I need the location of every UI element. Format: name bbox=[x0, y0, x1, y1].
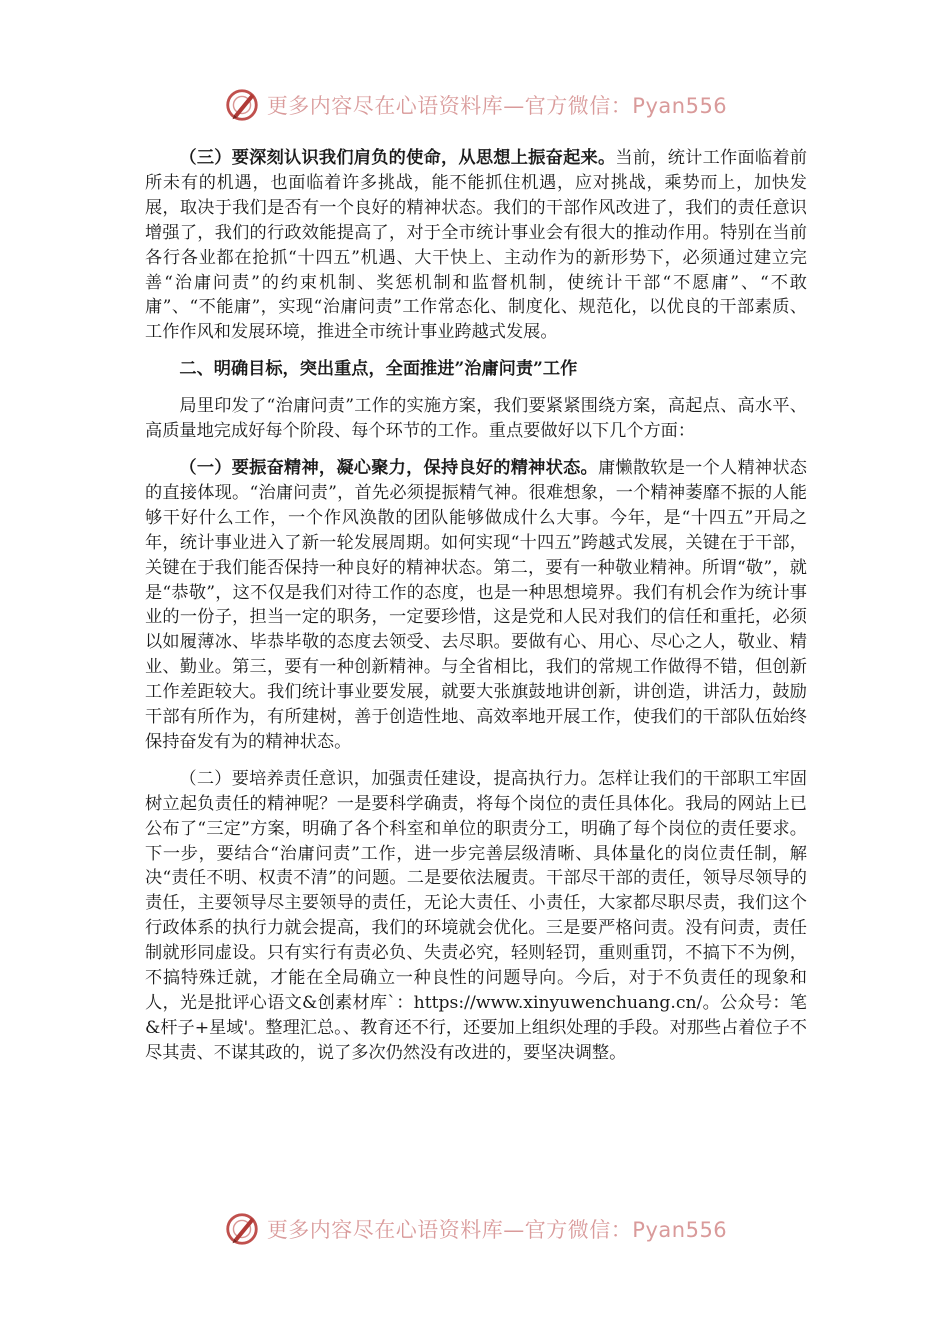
paragraph-responsibility: （二）要培养责任意识，加强责任建设，提高执行力。怎样让我们的干部职工牢固树立起负责任的精神呢？一是要科学确责，将每个岗位的责任具体化。我局的网站上已公布了“三定”方案，明确了各个科室和单位的职责分工，明确了每个岗位的责任要求。下一步，要结合“治庸问责”工作，进一步完善层级清晰、具体量化的岗位责任制，解决“责任不明、权责不清”的问题。二是要依法履责。干部尽干部的责任，领导尽领导的责任，主要领导尽主要领导的责任，无论大责任、小责任，大家都尽职尽责，我们这个行政体系的执行力就会提高，我们的环境就会优化。三是要严格问责。没有问责，责任制就形同虚设。只有实行有责必负、失责必究，轻则轻罚，重则重罚，不搞下不为例，不搞特殊迁就，才能在全局确立一种良性的问题导向。今后，对于不负责任的现象和人，光是批评心语文&创素材库`：https://www.xinyuwenchuang.cn/。公众号：笔&杆子+星域'。整理汇总。、教育还不行，还要加上组织处理的手段。对那些占着位子不尽其责、不谋其政的，说了多次仍然没有改进的，要坚决调整。 bbox=[145, 768, 807, 1063]
watermark-text: 更多内容尽在心语资料库—官方微信：Pyan556 bbox=[266, 94, 728, 118]
paragraph-spirit bbox=[145, 456, 807, 755]
paragraph-mission bbox=[145, 146, 807, 345]
watermark-text: 更多内容尽在心语资料库—官方微信：Pyan556 bbox=[266, 1218, 728, 1242]
paragraph-intro: 局里印发了“治庸问责”工作的实施方案，我们要紧紧围绕方案，高起点、高水平、高质量地完成好每个阶段、每个环节的工作。重点要做好以下几个方面： bbox=[145, 396, 807, 442]
paragraph-text: 当前，统计工作面临着前所未有的机遇，也面临着许多挑战，能不能抓住机遇，应对挑战，乘势而上，加快发展，取决于我们是否有一个良好的精神状态。我们的干部作风改进了，我们的责任意识增强了，我们的行政效能提高了，对于全市统计事业会有很大的推动作用。特别在当前各行各业都在抢抓“十四五”机遇、大干快上、主动作为的新形势下，必须通过建立完善“治庸问责”的约束机制、奖惩机制和监督机制，使统计干部“不愿庸”、“不敢庸”、“不能庸”，实现“治庸问责”工作常态化、制度化、规范化，以优良的干部素质、工作作风和发展环境，推进全市统计事业跨越式发展。 bbox=[145, 148, 807, 343]
paragraph-lead: （一）要振奋精神，凝心聚力，保持良好的精神状态。 bbox=[179, 457, 598, 478]
footer-watermark bbox=[0, 1204, 950, 1254]
pen-logo-icon bbox=[223, 86, 261, 124]
document-body bbox=[145, 146, 807, 1078]
paragraph-lead: （三）要深刻认识我们肩负的使命，从思想上振奋起来。 bbox=[179, 148, 616, 168]
pen-logo-icon bbox=[223, 1210, 261, 1248]
section-heading: 二、明确目标，突出重点，全面推进”治庸问责”工作 bbox=[179, 359, 578, 380]
header-watermark bbox=[0, 80, 950, 130]
paragraph-text: 庸懒散软是一个人精神状态的直接体现。“治庸问责”，首先必须提振精气神。很难想象，一个精神萎靡不振的人能够干好什么工作，一个作风涣散的团队能够做成什么大事。今年，是“十四五”开局之年，统计事业进入了新一轮发展周期。如何实现“十四五”跨越式发展，关键在于干部，关键在于我们能否保持一种良好的精神状态。第二，要有一种敬业精神。所谓“敬”，就是“恭敬”，这不仅是我们对待工作的态度，也是一种思想境界。我们有机会作为统计事业的一份子，担当一定的职务，一定要珍惜，这是党和人民对我们的信任和重托，必须以如履薄冰、毕恭毕敬的态度去领受、去尽职。要做有心、用心、尽心之人，敬业、精业、勤业。第三，要有一种创新精神。与全省相比，我们的常规工作做得不错，但创新工作差距较大。我们统计事业要发展，就要大张旗鼓地讲创新，讲创造，讲活力，鼓励干部有所作为，有所建树，善于创造性地、高效率地开展工作，使我们的干部队伍始终保持奋发有为的精神状态。 bbox=[145, 457, 807, 752]
